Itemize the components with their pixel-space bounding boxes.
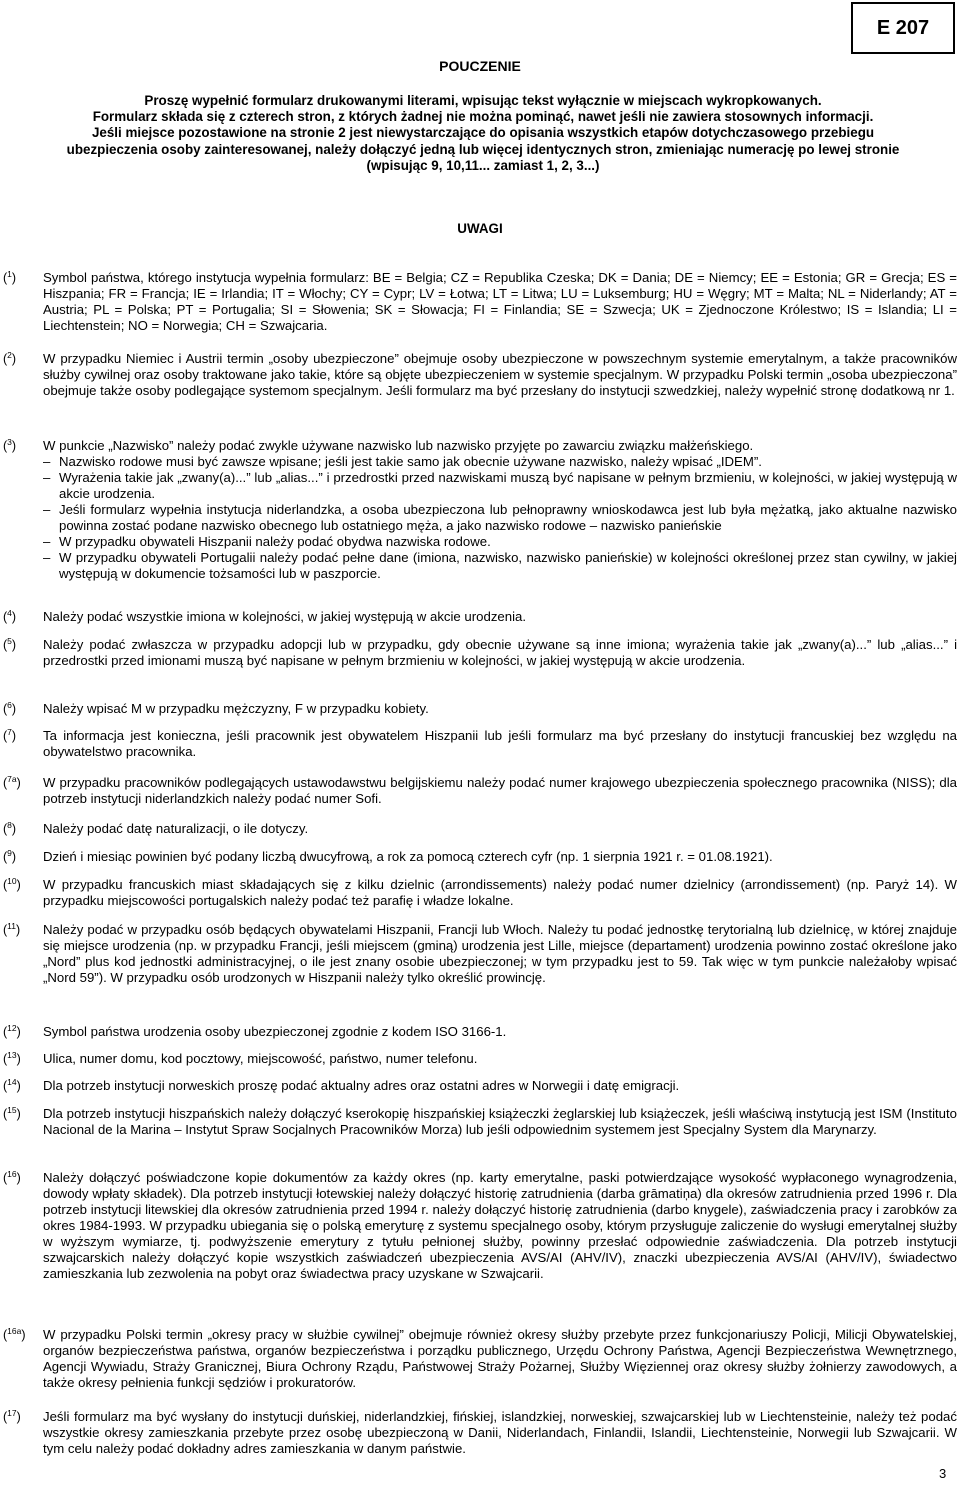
note-text: W przypadku francuskich miast składających się z kilku dzielnic (arrondissements) należy podać numer dzielnicy (arrondissement) (np. Paryż 14). W przypadku miejscowości portugalskich należy podać też parafię i władze lokalne.	[43, 877, 957, 908]
note-number: ($^{12}$)	[3, 1023, 21, 1039]
note-dash-item: – W przypadku obywateli Hiszpanii należy podać obydwa nazwiska rodowe.	[43, 534, 491, 549]
note-number: ($^{13}$)	[3, 1050, 21, 1066]
note-text: W przypadku Polski termin „okresy pracy w służbie cywilnej” obejmuje również okresy służby przebyte przez funkcjonariuszy Policji, Milicji Obywatelskiej, organów bezpieczeństwa państwa, organów bezpieczeństwa i porządku publicznego, Urzędu Ochrony Państwa, Agencji Bezpieczeństwa Wewnętrznego, Agencji Wywiadu, Straży Granicznej, Biura Ochrony Rządu, Państwowej Straży Pożarnej, Służby Więziennej oraz okresy służby żołnierzy zawodowych, a także okresy pełnienia funkcji sędziów i prokuratorów.	[43, 1327, 957, 1390]
note-number: ($^{16}$)	[3, 1169, 21, 1185]
note-number: ($^{10}$)	[3, 876, 21, 892]
note-number: ($^{7a}$)	[3, 774, 21, 790]
page-number: 3	[939, 1466, 947, 1481]
note-number: ($^8$)	[3, 820, 17, 836]
note-text: Należy podać datę naturalizacji, o ile dotyczy.	[43, 821, 309, 836]
notes-title: UWAGI	[457, 221, 503, 236]
note-dash-item: – Jeśli formularz wypełnia instytucja niderlandzka, a osoba ubezpieczona lub pełnoprawny wnioskodawca jest lub była mężatką, jako aktualne nazwisko powinna zostać podane nazwisko obecnego lub ostatniego męża, a jako nazwisko rodowe – nazwisko panieńskie	[43, 502, 957, 533]
note-text: Należy podać zwłaszcza w przypadku adopcji lub w przypadku, gdy obecnie używane są inne imiona; wyrażenia takie jak „zwany(a)...” lub „alias...” i przedrostki przed imionami muszą być napisane w pełnym brzmieniu w kolejności, w jakiej występują w akcie urodzenia.	[43, 637, 957, 668]
note-number: ($^{14}$)	[3, 1077, 21, 1093]
note-number: ($^1$)	[3, 269, 17, 285]
intro-line-3: Jeśli miejsce pozostawione na stronie 2 jest niewystarczające do opisania wszystkich etapów dotychczasowego przebiegu ubezpieczenia osoby zainteresowanej, należy dołączyć jedną lub więcej identycznych stron, zmieniając numerację po lewej stronie (wpisując 9, 10,11... zamiast 1, 2, 3...)	[66, 125, 900, 173]
note-text: Ta informacja jest konieczna, jeśli pracownik jest obywatelem Hiszpanii lub jeśli formularz ma być przesłany do instytucji francuskiej bez względu na obywatelstwo pracownika.	[43, 728, 957, 759]
note-number: ($^{15}$)	[3, 1105, 21, 1121]
note-number: ($^{17}$)	[3, 1408, 21, 1424]
note-text: Dzień i miesiąc powinien być podany liczbą dwucyfrową, a rok za pomocą czterech cyfr (np. 1 sierpnia 1921 r. = 01.08.1921).	[43, 849, 773, 864]
note-text: Należy wpisać M w przypadku mężczyzny, F w przypadku kobiety.	[43, 701, 429, 716]
note-text: W przypadku pracowników podlegających ustawodawstwu belgijskiemu należy podać numer krajowego ubezpieczenia społecznego pracownika (NISS); dla potrzeb instytucji niderlandzkich należy podać numer Sofi.	[43, 775, 957, 806]
note-text: Jeśli formularz ma być wysłany do instytucji duńskiej, niderlandzkiej, fińskiej, islandzkiej, norweskiej, szwajcarskiej lub w Liechtensteinie, należy też podać wszystkie okresy zamieszkania przebyte przez osobę ubezpieczoną w Danii, Niderlandach, Finlandii, Islandii, Liechtensteinie, Norwegii lub Szwajcarii. W tym celu należy podać dokładny adres zamieszkania w danym państwie.	[43, 1409, 957, 1456]
form-code: E 207	[876, 17, 930, 39]
note-text: Symbol państwa, którego instytucja wypełnia formularz: BE = Belgia; CZ = Republika Czeska; DK = Dania; DE = Niemcy; EE = Estonia; GR = Grecja; ES = Hiszpania; FR = Francja; IE = Irlandia; IT = Włochy; CY = Cypr; LV = Łotwa; LT = Litwa; LU = Luksemburg; HU = Węgry; MT = Malta; NL = Niderlandy; AT = Austria; PL = Polska; PT = Portugalia; SI = Słowenia; SK = Słowacja; FI = Finlandia; SE = Szwecja; UK = Zjednoczone Królestwo; IS = Islandia; LI = Liechtenstein; NO = Norwegia; CH = Szwajcaria.	[43, 270, 957, 333]
note-text: W przypadku Niemiec i Austrii termin „osoby ubezpieczone” obejmuje osoby ubezpieczone w powszechnym systemie emerytalnym, a także pracowników służby cywilnej oraz osoby traktowane jako takie, które są objęte ubezpieczeniem w systemie specjalnym. W przypadku Polski termin „osoba ubezpieczona” obejmuje także osoby podlegające systemom specjalnym. Jeśli formularz ma być przesłany do instytucji szwedzkiej, należy wypełnić stronę dodatkową nr 1.	[43, 351, 957, 398]
note-number: ($^2$)	[3, 350, 17, 366]
intro-line-1: Proszę wypełnić formularz drukowanymi literami, wpisując tekst wyłącznie w miejscach wykropkowanych.	[144, 93, 822, 108]
note-number: ($^4$)	[3, 608, 17, 624]
note-text: Należy podać w przypadku osób będących obywatelami Hiszpanii, Francji lub Włoch. Należy tu podać jednostkę terytorialną lub dzielnicę, w której znajduje się miejsce urodzenia (np. w przypadku Francji, jeśli miejscem (gminą) urodzenia jest Lille, miejsce (departament) urodzenia powinno zostać określone jako „Nord” plus kod jednostki administracyjnej, o ile jest znany osobie ubezpieczonej; w tym przypadku jest to 59. Tak więc w tym punkcie należałoby wpisać „Nord 59”). W przypadku osób urodzonych w Hiszpanii należy tylko określić prowincję.	[43, 922, 957, 985]
note-number: ($^6$)	[3, 700, 17, 716]
intro-line-2: Formularz składa się z czterech stron, z których żadnej nie można pominąć, nawet jeśli nie zawiera stosownych informacji.	[92, 109, 874, 125]
note-dash-item: – W przypadku obywateli Portugalii należy podać pełne dane (imiona, nazwisko, nazwisko panieńskie) w kolejności określonej przez stan cywilny, w jakiej występują w dokumencie tożsamości lub w paszporcie.	[43, 550, 957, 581]
note-number: ($^3$)	[3, 437, 17, 453]
note-number: ($^7$)	[3, 727, 17, 743]
note-number: ($^9$)	[3, 848, 17, 864]
note-text: Dla potrzeb instytucji norweskich proszę podać aktualny adres oraz ostatni adres w Norwegii i datę emigracji.	[43, 1078, 680, 1093]
note-text: W punkcie „Nazwisko” należy podać zwykle używane nazwisko lub nazwisko przyjęte po zawarciu związku małżeńskiego.	[43, 438, 754, 453]
intro-instructions	[52, 93, 914, 174]
note-text: Należy podać wszystkie imiona w kolejności, w jakiej występują w akcie urodzenia.	[43, 609, 527, 624]
note-text: Symbol państwa urodzenia osoby ubezpieczonej zgodnie z kodem ISO 3166-1.	[43, 1024, 507, 1039]
note-text: Należy dołączyć poświadczone kopie dokumentów za każdy okres (np. karty emerytalne, paski potwierdzające wysokość wypłaconego wynagrodzenia, dowody wpłaty składek). Dla potrzeb instytucji łotewskiej należy dołączyć historię zatrudnienia (darba grāmatiņa) dla okresów zatrudnienia przed 1996 r. Dla potrzeb instytucji litewskiej dla okresów zatrudnienia przed 1994 r. należy dołączyć historię zatrudnienia (darbo knygele), zaświadczenia pracy i zarobków za okres 1984-1993. W przypadku ubiegania się o polską emeryturę z systemu specjalnego osoby, którym przysługuje zaliczenie do wysługi emerytalnej służby w wyższym wymiarze, tj. podwyższenie emerytury z tytułu pełnionej służby, powinny przesłać odpowiednie zaświadczenia. Dla potrzeb instytucji szwajcarskich należy dołączyć kopie wszystkich zaświadczeń ubezpieczenia AVS/AI (AHV/IV), znaczki ubezpieczenia AVS/AI (AHV/IV), świadectwo zamieszkania lub zezwolenia na pobyt oraz świadectwa pracy uzyskane w Szwajcarii.	[43, 1170, 957, 1281]
note-number: ($^{11}$)	[3, 921, 21, 937]
note-number: ($^5$)	[3, 636, 17, 652]
form-code-box	[851, 2, 955, 54]
note-text: Ulica, numer domu, kod pocztowy, miejscowość, państwo, numer telefonu.	[43, 1051, 478, 1066]
note-number: ($^{16a}$)	[3, 1326, 26, 1342]
note-dash-item: – Nazwisko rodowe musi być zawsze wpisane; jeśli jest takie samo jak obecnie używane nazwisko, należy wpisać „IDEM”.	[43, 454, 762, 469]
page-title: POUCZENIE	[439, 58, 521, 74]
note-dash-item: – Wyrażenia takie jak „zwany(a)...” lub „alias...” i przedrostki przed nazwiskami muszą być napisane w pełnym brzmieniu, w kolejności, w jakiej występują w akcie urodzenia.	[43, 470, 957, 501]
note-text: Dla potrzeb instytucji hiszpańskich należy dołączyć kserokopię hiszpańskiej książeczki żeglarskiej lub książeczek, jeśli właściwą instytucją jest ISM (Instituto Nacional de la Marina – Instytut Spraw Socjalnych Pracowników Morza) lub jeśli odpowiednim systemem jest Specjalny System dla Marynarzy.	[43, 1106, 957, 1137]
